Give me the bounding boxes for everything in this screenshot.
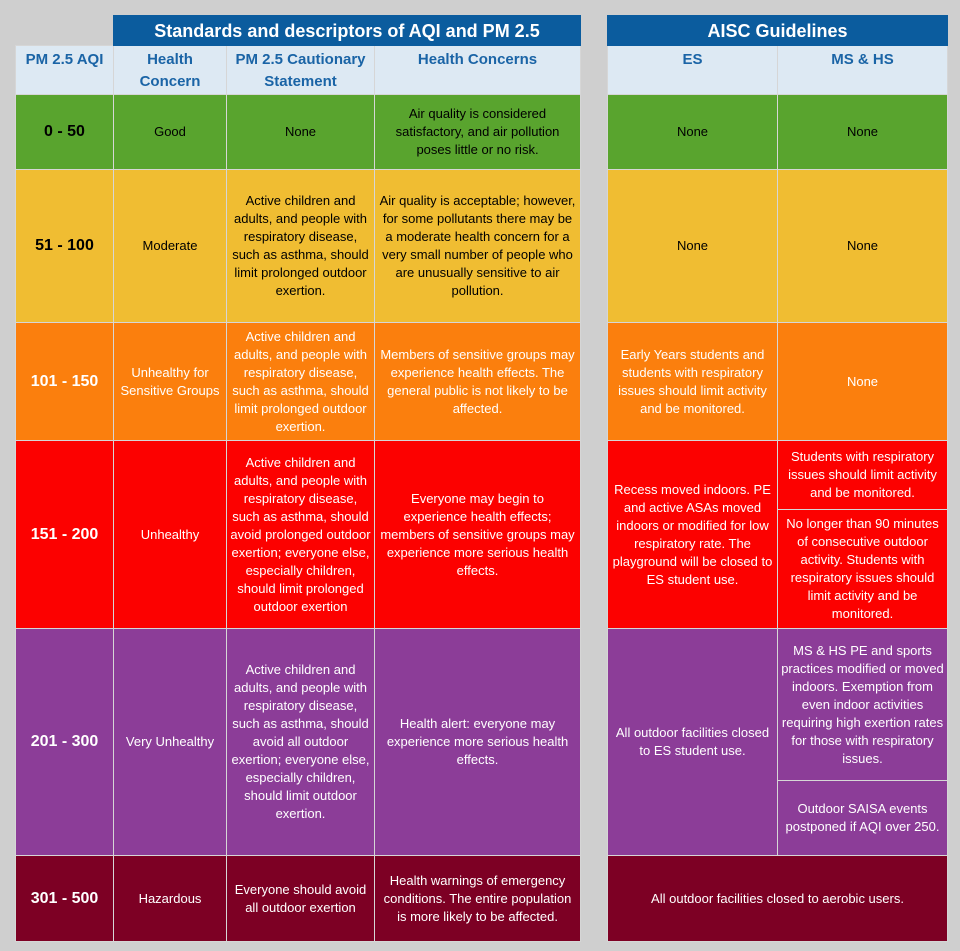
cautionary-cell: Everyone should avoid all outdoor exertion: [227, 856, 375, 942]
mshs-guideline: None: [778, 323, 948, 441]
guidelines-title: AISC Guidelines: [608, 16, 948, 46]
es-guideline: Recess moved indoors. PE and active ASAs moved indoors or modified for low respiratory rate. The playground will be closed to ES student use.: [608, 441, 778, 629]
standards-title: Standards and descriptors of AQI and PM 2.5: [114, 16, 581, 46]
mshs-guideline: Students with respiratory issues should limit activity and be monitored.: [778, 441, 948, 510]
es-guideline: All outdoor facilities closed to ES student use.: [608, 629, 778, 856]
aqi-range: 0 - 50: [16, 95, 114, 170]
mshs-guideline: Outdoor SAISA events postponed if AQI over 250.: [778, 781, 948, 856]
mshs-guideline: MS & HS PE and sports practices modified or moved indoors. Exemption from even indoor activities requiring high exertion rates for those with respiratory issues.: [778, 629, 948, 781]
aqi-range: 301 - 500: [16, 856, 114, 942]
cautionary-cell: Active children and adults, and people with respiratory disease, such as asthma, should limit prolonged outdoor exertion.: [227, 323, 375, 441]
header-health-concerns: Health Concerns: [375, 46, 581, 95]
level-label: Very Unhealthy: [114, 629, 227, 856]
table-row: [16, 441, 581, 629]
aqi-range: 51 - 100: [16, 170, 114, 323]
aqi-standards-table: [15, 15, 581, 942]
table-row: [16, 170, 581, 323]
table-row: [16, 856, 581, 942]
hazardous-guideline: All outdoor facilities closed to aerobic users.: [608, 856, 948, 942]
aisc-guidelines-table: [607, 15, 948, 942]
cautionary-cell: Active children and adults, and people with respiratory disease, such as asthma, should limit prolonged outdoor exertion.: [227, 170, 375, 323]
aqi-range: 151 - 200: [16, 441, 114, 629]
level-label: Unhealthy for Sensitive Groups: [114, 323, 227, 441]
cautionary-cell: None: [227, 95, 375, 170]
header-aqi: PM 2.5 AQI: [16, 46, 114, 95]
table-row: [16, 95, 581, 170]
cautionary-cell: Active children and adults, and people with respiratory disease, such as asthma, should avoid prolonged outdoor exertion; everyone else, especially children, should limit prolonged outdoor exertion: [227, 441, 375, 629]
table-row: [608, 95, 948, 170]
level-label: Unhealthy: [114, 441, 227, 629]
table-row: [608, 856, 948, 942]
es-guideline: None: [608, 170, 778, 323]
mshs-guideline: None: [778, 95, 948, 170]
concerns-cell: Health alert: everyone may experience more serious health effects.: [375, 629, 581, 856]
level-label: Moderate: [114, 170, 227, 323]
table-row: [608, 629, 948, 781]
concerns-cell: Members of sensitive groups may experience health effects. The general public is not likely to be affected.: [375, 323, 581, 441]
aqi-range: 201 - 300: [16, 629, 114, 856]
header-es: ES: [608, 46, 778, 95]
header-health-concern: Health Concern: [114, 46, 227, 95]
mshs-guideline: None: [778, 170, 948, 323]
concerns-cell: Air quality is considered satisfactory, and air pollution poses little or no risk.: [375, 95, 581, 170]
level-label: Good: [114, 95, 227, 170]
es-guideline: Early Years students and students with respiratory issues should limit activity and be monitored.: [608, 323, 778, 441]
header-cautionary: PM 2.5 Cautionary Statement: [227, 46, 375, 95]
mshs-guideline: No longer than 90 minutes of consecutive outdoor activity. Students with respiratory issues should limit activity and be monitored.: [778, 510, 948, 629]
level-label: Hazardous: [114, 856, 227, 942]
cautionary-cell: Active children and adults, and people with respiratory disease, such as asthma, should avoid all outdoor exertion; everyone else, especially children, should limit outdoor exertion.: [227, 629, 375, 856]
table-row: [608, 323, 948, 441]
header-ms-hs: MS & HS: [778, 46, 948, 95]
concerns-cell: Air quality is acceptable; however, for some pollutants there may be a moderate health concern for a very small number of people who are unusually sensitive to air pollution.: [375, 170, 581, 323]
concerns-cell: Everyone may begin to experience health effects; members of sensitive groups may experience more serious health effects.: [375, 441, 581, 629]
table-row: [16, 629, 581, 856]
es-guideline: None: [608, 95, 778, 170]
corner-blank: [16, 16, 114, 46]
table-row: [608, 441, 948, 510]
table-row: [608, 170, 948, 323]
aqi-range: 101 - 150: [16, 323, 114, 441]
table-row: [16, 323, 581, 441]
concerns-cell: Health warnings of emergency conditions. The entire population is more likely to be affected.: [375, 856, 581, 942]
